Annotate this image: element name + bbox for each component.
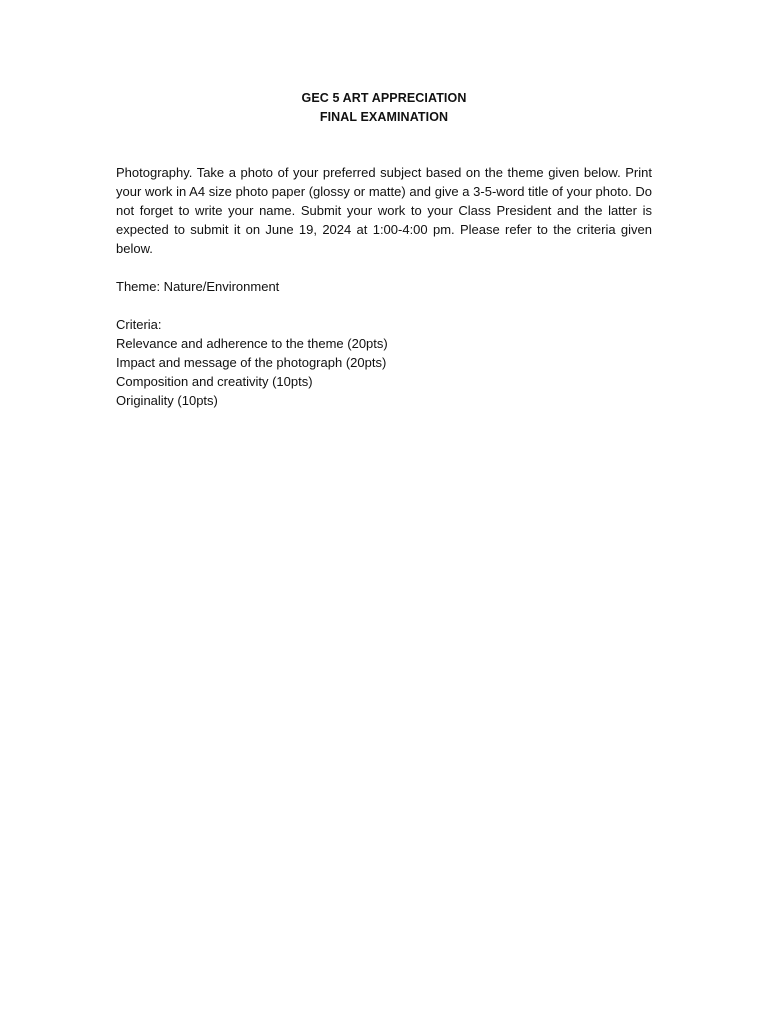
criteria-item: Composition and creativity (10pts): [116, 374, 313, 389]
criteria-item: Originality (10pts): [116, 393, 218, 408]
criteria-item: Impact and message of the photograph (20pts): [116, 355, 387, 370]
instructions-paragraph: Photography. Take a photo of your preferred subject based on the theme given below. Print your work in A4 size photo paper (glossy or matte) and give a 3-5-word title of your photo. Do not forget to write your name. Submit your work to your Class President and the latter is expected to submit it on June 19, 2024 at 1:00-4:00 pm. Please refer to the criteria given below.: [116, 165, 652, 256]
criteria-item: Relevance and adherence to the theme (20pts): [116, 336, 388, 351]
criteria-heading: Criteria:: [116, 317, 162, 332]
criteria-section: [116, 315, 652, 410]
exam-title: FINAL EXAMINATION: [319, 110, 449, 124]
document-header: [0, 89, 768, 127]
course-title: GEC 5 ART APPRECIATION: [301, 91, 467, 105]
theme-line: Theme: Nature/Environment: [116, 279, 280, 294]
